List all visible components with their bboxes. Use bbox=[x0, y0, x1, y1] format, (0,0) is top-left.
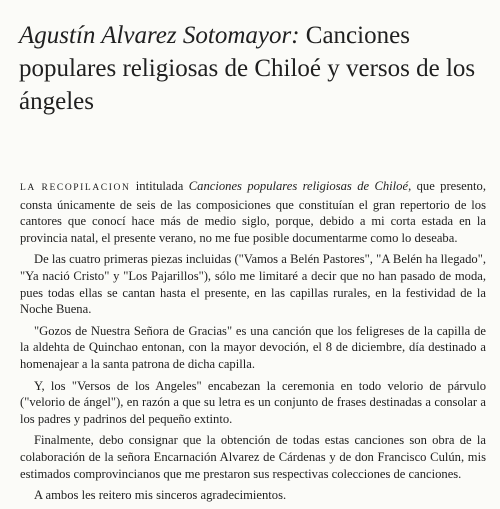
article-body bbox=[20, 178, 486, 509]
paragraph-4: Y, los "Versos de los Angeles" encabezan la ceremonia en todo velorio de párvulo ("velorio de ángel"), en razón a que su letra es un conjunto de frases destinadas a consolar a los padres y padrinos del pequeño extinto. bbox=[20, 378, 486, 426]
paragraph-1-text-a: intitulada bbox=[130, 179, 189, 193]
paragraph-1 bbox=[20, 178, 486, 246]
paragraph-3: "Gozos de Nuestra Señora de Gracias" es una canción que los feligreses de la capilla de la aldehta de Quinchao entonan, con la mayor devoción, el 8 de diciembre, día destinado a homenajear a la santa patrona de dicha capilla. bbox=[20, 323, 486, 371]
collection-title: Canciones populares religiosas de Chiloé bbox=[188, 179, 409, 193]
paragraph-lead-in: LA RECOPILACION bbox=[20, 183, 131, 193]
article-title-text: Canciones populares religiosas de Chiloé y versos de los ángeles bbox=[19, 22, 476, 115]
article-title bbox=[19, 19, 489, 118]
paragraph-1-text-b: , que presento, consta únicamente de seis de las composiciones que constituían el gran repertorio de los cantores que conocí hace más de medio siglo, porque, debido a mi corta estada en la provincia natal, el presente verano, no me fue posible documentarme como lo deseaba. bbox=[20, 179, 486, 245]
paragraph-2: De las cuatro primeras piezas incluidas ("Vamos a Belén Pastores", "A Belén ha llegado", "Ya nació Cristo" y "Los Pajarillos"), sólo me limitaré a decir que no han pasado de moda, pues todas ellas se cantan hasta el presente, en las capillas rurales, en la festividad de la Noche Buena. bbox=[20, 252, 486, 317]
paragraph-6: A ambos les reitero mis sinceros agradecimientos. bbox=[34, 488, 287, 503]
author-name: Agustín Alvarez Sotomayor: bbox=[19, 22, 300, 49]
paragraph-5: Finalmente, debo consignar que la obtención de todas estas canciones son obra de la colaboración de la señora Encarnación Alvarez de Cárdenas y de don Francisco Culún, mis estimados comprovincianos que me prestaron sus respectivas colecciones de canciones. bbox=[20, 433, 486, 481]
